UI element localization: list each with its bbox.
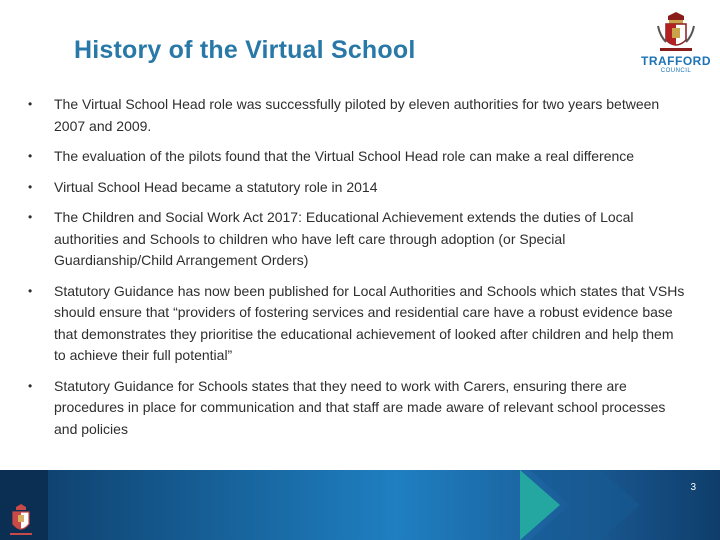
logo-wordmark: TRAFFORD bbox=[641, 54, 711, 68]
crest-icon bbox=[640, 10, 712, 54]
bullet-text: Statutory Guidance has now been published for Local Authorities and Schools which states that VSHs should ensure that “providers of fostering services and residential care have a robust evidence base that demonstrates they prioritise the educational achievement of looked after children and help them to achieve their full potential” bbox=[54, 282, 685, 363]
list-item bbox=[28, 94, 688, 137]
page-title: History of the Virtual School bbox=[74, 36, 416, 64]
bullet-text: Virtual School Head became a statutory role in 2014 bbox=[54, 178, 378, 195]
bullet-text: The Virtual School Head role was successfully piloted by eleven authorities for two years between 2007 and 2009. bbox=[54, 96, 660, 134]
trafford-council-logo bbox=[640, 10, 712, 78]
bullet-marker: • bbox=[28, 283, 33, 298]
bullet-marker: • bbox=[28, 179, 33, 194]
bullet-marker: • bbox=[28, 378, 33, 393]
bullet-marker: • bbox=[28, 149, 33, 163]
list-item bbox=[28, 281, 688, 367]
bullet-list bbox=[28, 94, 688, 449]
list-item bbox=[28, 177, 688, 199]
bullet-text: The Children and Social Work Act 2017: Educational Achievement extends the duties of Local authorities and Schools to children who have left care through adoption (or Special Guardianship/Child Arrangement Orders) bbox=[54, 209, 634, 268]
footer-banner bbox=[0, 470, 720, 540]
page-number: 3 bbox=[690, 482, 696, 493]
list-item bbox=[28, 376, 688, 441]
bullet-text: Statutory Guidance for Schools states that they need to work with Carers, ensuring there are procedures in place for communication and that staff are made aware of relevant school processes and policies bbox=[54, 377, 666, 437]
list-item bbox=[28, 146, 688, 168]
bullet-marker: • bbox=[28, 97, 33, 111]
list-item bbox=[28, 207, 688, 272]
bullet-text: The evaluation of the pilots found that the Virtual School Head role can make a real difference bbox=[54, 148, 635, 164]
bullet-marker: • bbox=[28, 210, 33, 224]
footer-crest-icon bbox=[6, 502, 36, 538]
logo-subtitle: COUNCIL bbox=[660, 68, 692, 74]
